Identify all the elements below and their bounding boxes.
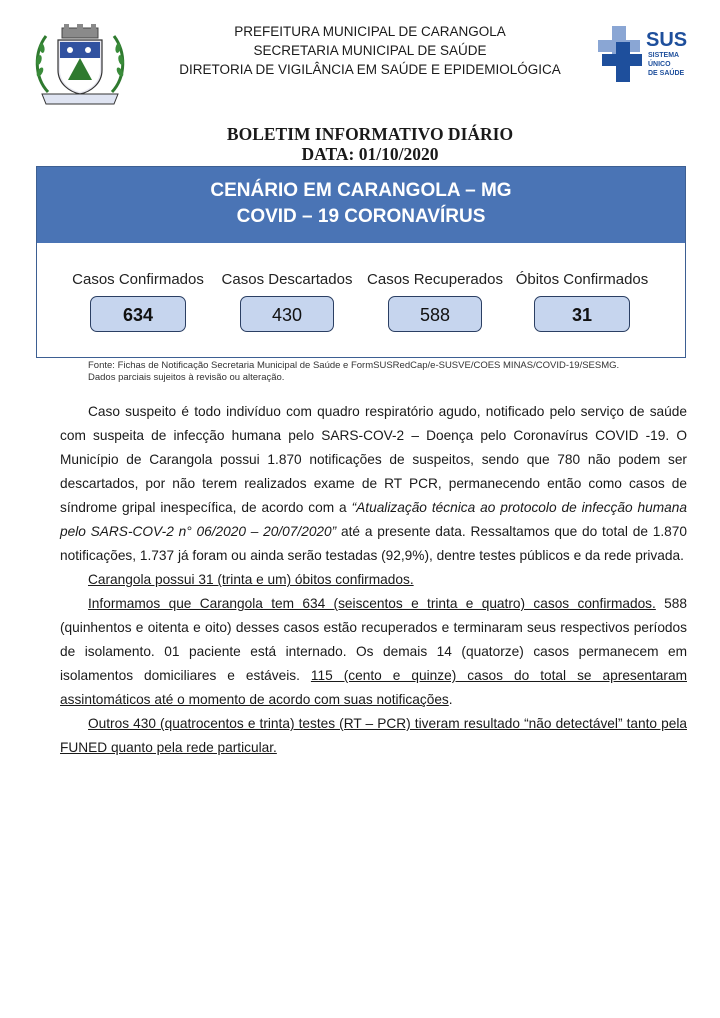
panel-header [37,167,685,243]
sus-logo [598,24,696,86]
stat-recovered [365,271,505,332]
bulletin-body [60,400,687,760]
paragraph-suspected-cases-text-b: até a presente data. Ressaltamos que do total de 1.870 notificações, 1.737 já foram ou ainda serão testadas (92,9%), dentre testes públicos e da rede privada. [60,524,687,563]
paragraph-confirmed [60,592,687,712]
sus-logo-sub3: DE SAÚDE [648,70,685,77]
stat-recovered-value: 588 [388,296,482,332]
paragraph-deaths [60,568,687,592]
paragraph-confirmed-end: . [448,692,453,707]
source-note [88,360,668,384]
stat-discarded-label: Casos Descartados [221,271,353,288]
sus-logo-sub1: SISTEMA [648,52,680,59]
letterhead [150,22,590,79]
stat-discarded-value: 430 [240,296,334,332]
stat-deaths-value: 31 [534,296,630,332]
bulletin-title-text: BOLETIM INFORMATIVO DIÁRIO [226,124,514,144]
sus-cross-icon [598,26,642,82]
paragraph-suspected-cases-text-a: Caso suspeito é todo indivíduo com quadro respiratório agudo, notificado pelo serviço de saúde com suspeita de infecção humana pelo SARS-COV-2 – Doença pelo Coronavírus COVID -19. O Município de Carangola possui 1.870 notificações de suspeitos, sendo que 780 não podem ser descartados, por não terem realizados exame de RT PCR, permanecendo então como casos de síndrome gripal inespecífica, de acordo com a [60,404,687,515]
sus-logo-title: SUS [646,29,688,51]
stat-recovered-label: Casos Recuperados [367,271,503,288]
stat-confirmed [65,271,211,332]
confirmed-cases-statement: Informamos que Carangola tem 634 (seiscentos e trinta e quatro) casos confirmados. [88,596,656,611]
source-line-1: Fonte: Fichas de Notificação Secretaria Municipal de Saúde e FormSUSRedCap/e-SUSVE/COES MINAS/COVID-19/SESMG. [88,360,620,371]
stat-deaths-label: Óbitos Confirmados [515,271,649,288]
letterhead-line-2: SECRETARIA MUNICIPAL DE SAÚDE [253,43,487,58]
stat-confirmed-value: 634 [90,296,186,332]
source-line-2: Dados parciais sujeitos à revisão ou alteração. [88,372,285,383]
panel-title-line-1: CENÁRIO EM CARANGOLA – MG [210,180,512,201]
letterhead-line-3: DIRETORIA DE VIGILÂNCIA EM SAÚDE E EPIDEMIOLÓGICA [179,62,561,77]
covid-summary-panel [36,166,686,358]
asymptomatic-statement: 115 (cento e quinze) casos do total se apresentaram assintomáticos até o momento de acordo com suas notificações [60,668,687,707]
paragraph-confirmed-text: 588 (quinhentos e oitenta e oito) desses casos estão recuperados e terminaram seus respectivos períodos de isolamento. 01 paciente está internado. Os demais 14 (quatorze) casos permanecem em isolamentos domiciliares e estáveis. [60,596,688,683]
paragraph-suspected-cases [60,400,687,568]
municipal-crest-icon [30,22,130,108]
bulletin-title [0,124,720,164]
bulletin-date: DATA: 01/10/2020 [301,144,439,164]
paragraph-tests [60,712,687,760]
sus-logo-sub2: ÚNICO [648,61,671,68]
protocol-reference: “Atualização técnica ao protocolo de infecção humana pelo SARS-COV-2 n° 06/2020 – 20/07/2020” [60,500,687,539]
stat-deaths [511,271,653,332]
panel-title-line-2: COVID – 19 CORONAVÍRUS [236,206,486,227]
letterhead-line-1: PREFEITURA MUNICIPAL DE CARANGOLA [234,24,506,39]
paragraph-tests-text: Outros 430 (quatrocentos e trinta) testes (RT – PCR) tiveram resultado “não detectável” tanto pela FUNED quanto pela rede particular. [60,716,687,755]
paragraph-deaths-text: Carangola possui 31 (trinta e um) óbitos confirmados. [88,572,414,587]
stat-confirmed-label: Casos Confirmados [72,271,204,288]
stat-discarded [217,271,357,332]
